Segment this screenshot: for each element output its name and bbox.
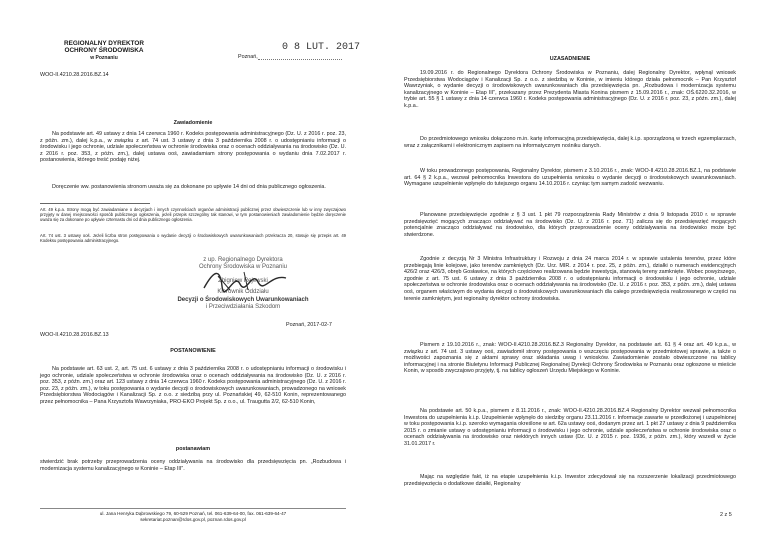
document-page-right xyxy=(384,0,768,536)
justification-paragraph-8: Mając na względzie fakt, iż na etapie uzupełnienia k.i.p. Inwestor zdecydował się na rozszerzenie lokalizacji przedmiotowego przedsięwzięcia o dodatkowe działki, Regionalny xyxy=(404,474,736,487)
stamp-line-3: Zbigniew Rejewski xyxy=(218,277,268,284)
resolution-paragraph: stwierdzić brak potrzeby przeprowadzenia oceny oddziaływania na środowisko dla przedsięwzięcia pn. „Rozbudowa i modernizacja systemu kanalizacyjnego w Koninie – Etap III”. xyxy=(40,459,346,472)
case-number-top: WOO-II.4210.28.2016.BZ.14 xyxy=(40,72,109,78)
resolution-word: postanawiam xyxy=(175,446,211,452)
stamp-line-2: Ochrony Środowiska w Poznaniu xyxy=(198,264,288,271)
order-paragraph: Na podstawie art. 63 ust. 2, art. 75 ust. 6 ustawy z dnia 3 października 2008 r. o udostępnianiu informacji o środowisku i jego ochronie, udziale społeczeństwa w ochronie środowiska oraz o ocenach oddziaływania na środowisko (Dz. U. z 2016 r. poz. 353, z późn. zm.) oraz art. 123 ustawy z dnia 14 czerwca 1960 r. Kodeks postępowania administracyjnego (Dz. U. z 2016 r. poz. 23, z późn. zm.), w toku postępowania o wydanie decyzji o środowiskowych uwarunkowaniach, prowadzonego na wniosek Przedsiębiorstwa Wodociągów i Kanalizacji Sp. z o.o. z siedzibą przy ul. Poznańskiej 49, 62-510 Konin, reprezentowanego przez pełnomocnika – Pana Krzysztofa Wawrzyniaka, PRO-EKO Projekt Sp. z o.o., ul. Traugutta 2/2, 62-510 Konin, xyxy=(40,366,346,405)
issuer-line-3: w Poznaniu xyxy=(90,54,118,61)
notice-title: Zawiadomienie xyxy=(173,120,213,126)
footnote-art-74: Art. 74 ust. 3 ustawy ooś. Jeżeli liczba stron postępowania o wydanie decyzji o środowiskowych uwarunkowaniach przekracza 20, stosuje się przepis art. 49 Kodeksu postępowania administracyjnego. xyxy=(40,233,346,244)
notice-paragraph-1: Na podstawie art. 49 ustawy z dnia 14 czerwca 1960 r. Kodeks postępowania administracyjnego (Dz. U. z 2016 r. poz. 23, z późn. zm.), dalej k.p.a., w związku z art. 74 ust. 3 ustawy z dnia 3 października 2008 r. o udostępnianiu informacji o środowisku i jego ochronie, udziale społeczeństwa w ochronie środowiska oraz o ocenach oddziaływania na środowisko (Dz. U. z 2016 r. poz. 353, z późn. zm.), dalej ustawa ooś, zawiadamiam strony postępowania o wydaniu dnia 7.02.2017 r. postanowienia, którego treść podaję niżej. xyxy=(40,131,346,164)
stamp-line-1: z up. Regionalnego Dyrektora xyxy=(203,257,283,263)
place-label: Poznań, xyxy=(238,54,258,60)
place-and-date: Poznań, 2017-02-7 xyxy=(286,322,332,328)
footnote-separator xyxy=(40,203,150,204)
case-number-mid: WOO-II.4210.28.2016.BZ.13 xyxy=(40,332,109,338)
justification-paragraph-5: Zgodnie z decyzją Nr 3 Ministra Infrastruktury i Rozwoju z dnia 24 marca 2014 r. w sprawie ustalenia terenów, przez które przebiegają linie kolejowe, jako terenów zamkniętych (Dz. Urz. MIR. z 2014 r. poz. 25, z późn. zm.), działki o numerach ewidencyjnych 426/2 oraz 426/3, obręb Gosławice, na których częściowo realizowana będzie inwestycja, stanowią tereny zamknięte. Wobec powyższego, zgodnie z art. 75 ust. 6 ustawy z dnia 3 października 2008 r. o udostępnianiu informacji o środowisku i jego ochronie, udziale społeczeństwa w ochronie środowiska oraz o ocenach oddziaływania na środowisko (Dz. U. z 2016 r. poz. 353, z późn. zm.), dalej ustawa ooś, organem właściwym do wydania decyzji o środowiskowych uwarunkowaniach dla całego przedsięwzięcia realizowanego w części na terenie zamkniętym, jest regionalny dyrektor ochrony środowiska. xyxy=(404,256,736,302)
stamp-line-4: Kierownik Oddziału xyxy=(217,289,269,296)
justification-paragraph-4: Planowane przedsięwzięcie zgodnie z § 3 ust. 1 pkt 79 rozporządzenia Rady Ministrów z dnia 9 listopada 2010 r. w sprawie przedsięwzięć mogących znacząco oddziaływać na środowisko (Dz. U. z 2016 r. poz. 71) zalicza się do przedsięwzięć mogących potencjalnie znacząco oddziaływać na środowisko, dla których przeprowadzenie oceny oddziaływania na środowisko może być stwierdzone. xyxy=(404,212,736,238)
justification-paragraph-3: W toku prowadzonego postępowania, Regionalny Dyrektor, pismem z 3.10.2016 r., znak: WOO-II.4210.28.2016.BZ.1, na podstawie art. 64 § 2 k.p.a., wezwał pełnomocnika Inwestora do uzupełnienia wniosku o wydanie decyzji o środowiskowych uwarunkowaniach. Wymagane uzupełnienie wpłynęło do tutejszego organu 14.10.2016 r. czyniąc tym samym zadość wezwaniu. xyxy=(404,168,736,188)
issuer-line-1: REGIONALNY DYREKTOR xyxy=(63,40,144,47)
notice-paragraph-2: Doręczenie ww. postanowienia stronom uważa się za dokonane po upływie 14 dni od dnia publicznego ogłoszenia. xyxy=(52,184,326,190)
stamp-line-6: i Przeciwdziałania Szkodom xyxy=(205,304,281,311)
order-title: POSTANOWIENIE xyxy=(170,348,216,354)
date-line xyxy=(258,59,342,60)
justification-paragraph-1: 19.09.2016 r. do Regionalnego Dyrektora Ochrony Środowiska w Poznaniu, dalej Regionalny Dyrektor, wpłynął wniosek Przedsiębiorstwa Wodociągów i Kanalizacji Sp. z o.o. z siedzibą w Koninie, w imieniu którego działa pełnomocnik – Pan Krzysztof Wawrzyniak, o wydanie decyzji o środowiskowych uwarunkowaniach dla przedsięwzięcia pn. „Rozbudowa i modernizacja systemu kanalizacyjnego w Koninie – Etap III”, przekazany przez Prezydenta Miasta Konina pismem z 15.09.2016 r., znak: OŚ.6220.32.2016, w trybie art. 55 § 1 ustawy z dnia 14 czerwca 1960 r. Kodeks postępowania administracyjnego (Dz. U. z 2016 r. poz. 23, z późn. zm.), dalej k.p.a.. xyxy=(404,70,736,109)
stamp-line-5: Decyzji o Środowiskowych Uwarunkowaniach xyxy=(177,296,309,303)
justification-paragraph-7: Na podstawie art. 50 k.p.a., pismem z 8.11.2016 r., znak: WOO-II.4210.28.2016.BZ.4 Regionalny Dyrektor wezwał pełnomocnika Inwestora do uzupełnienia k.i.p. Uzupełnienie wpłynęło do siedziby organu 23.11.2016 r. Informacje zawarte w przedłożonej i uzupełnionej w toku postępowania k.i.p. szeroko wymagania określone w art. 62a ustawy ooś, dodanym przez art. 1 pkt 27 ustawy z dnia 9 października 2015 r. o zmianie ustawy o udostępnianiu informacji o środowisku i jego ochronie, udziale społeczeństwa w ochronie środowiska oraz o ocenach oddziaływania na środowisko oraz niektórych innych ustaw (Dz. U. z 2015 r. poz. 1936, z późn. zm.), który wszedł w życie 31.01.2017 r. xyxy=(404,408,736,447)
footer-address: ul. Jana Henryka Dąbrowskiego 79, 60-529 Poznań, tel. 061-639-64-00, fax. 061-639-64-47 xyxy=(99,511,287,516)
footer-email: sekretariat.poznan@rdos.gov.pl, poznan.rdos.gov.pl xyxy=(140,517,246,522)
handwritten-signature xyxy=(200,266,290,294)
justification-title: UZASADNIENIE xyxy=(549,56,591,62)
received-date-stamp: 0 8 LUT. 2017 xyxy=(282,42,361,53)
issuer-line-2: OCHRONY ŚRODOWISKA xyxy=(64,47,144,55)
issuer-header xyxy=(38,40,170,62)
footnote-art-49: Art. 49 k.p.a. Strony mogą być zawiadamiane o decyzjach i innych czynnościach organów administracji publicznej przez obwieszczenie lub w inny zwyczajowo przyjęty w danej miejscowości sposób publicznego ogłoszenia, jeżeli przepis szczególny tak stanowi, w tym postanowieniach zawiadomienie będzie doręczenie uważa się za dokonane po upływie czternastu dni od dnia publicznego ogłoszenia. xyxy=(40,207,346,223)
justification-paragraph-2: Do przedmiotowego wniosku dołączono m.in. kartę informacyjną przedsięwzięcia, dalej k.i.p. sporządzoną w trzech egzemplarzach, wraz z załącznikami i elektronicznym zapisem na informatycznym nośniku danych. xyxy=(404,136,736,149)
page-number: 2 z 5 xyxy=(720,512,732,518)
footer-separator xyxy=(40,508,346,509)
justification-paragraph-6: Pismem z 19.10.2016 r., znak: WOO-II.4210.28.2016.BZ.3 Regionalny Dyrektor, na podstawie art. 61 § 4 oraz art. 49 k.p.a., w związku z art. 74 ust. 3 ustawy ooś, zawiadomił strony postępowania o wszczęciu postępowania w przedmiotowej sprawie, a także o możliwości zapoznania się z aktami sprawy oraz składania uwag i wniosków. Zawiadomienie zostało obwieszczone na tablicy informacyjnej i na stronie Biuletynu Informacji Publicznej Regionalnej Dyrekcji Ochrony Środowiska w Poznaniu oraz ogłoszone w mieście Konin, w sposób zwyczajowo przyjęty, tj. na tablicy ogłoszeń Urzędu Miejskiego w Koninie. xyxy=(404,342,736,375)
